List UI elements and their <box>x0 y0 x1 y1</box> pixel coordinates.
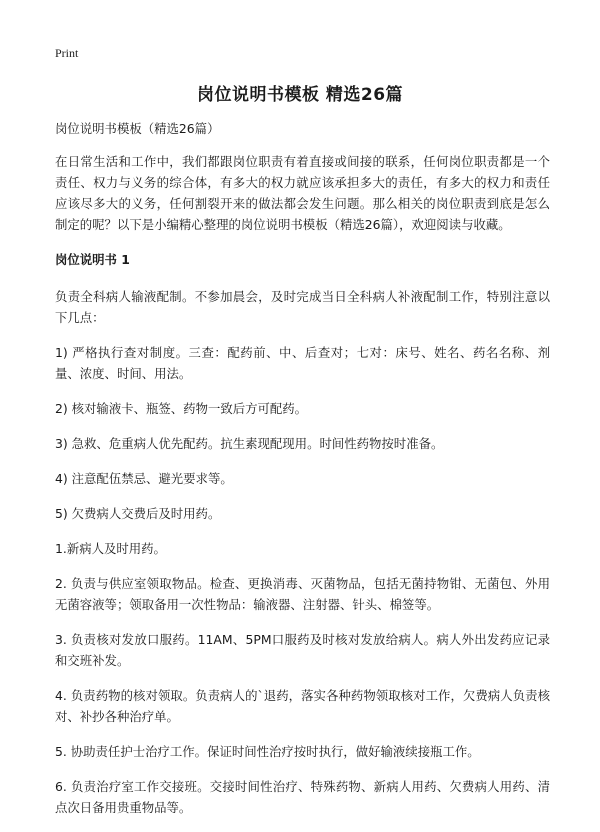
document-subtitle: 岗位说明书模板（精选26篇） <box>55 121 220 136</box>
body-paragraph: 2. 负责与供应室领取物品。检查、更换消毒、灭菌物品，包括无菌持物钳、无菌包、外用无菌容液等；领取备用一次性物品：输液器、注射器、针头、棉签等。 <box>55 576 550 612</box>
body-paragraph: 3. 负责核对发放口服药。11AM、5PM口服药及时核对发放给病人。病人外出发药应记录和交班补发。 <box>55 632 550 668</box>
body-paragraph: 3) 急救、危重病人优先配药。抗生素现配现用。时间性药物按时准备。 <box>55 436 444 451</box>
body-paragraph: 1) 严格执行查对制度。三查：配药前、中、后查对；七对：床号、姓名、药名名称、剂量、浓度、时间、用法。 <box>55 345 550 381</box>
document-body <box>55 118 550 832</box>
print-link[interactable]: Print <box>55 46 79 60</box>
body-paragraph: 4. 负责药物的核对领取。负责病人的`退药，落实各种药物领取核对工作，欠费病人负责核对、补抄各种治疗单。 <box>55 688 550 724</box>
body-paragraph: 5) 欠费病人交费后及时用药。 <box>55 506 221 521</box>
body-paragraph: 6. 负责治疗室工作交接班。交接时间性治疗、特殊药物、新病人用药、欠费病人用药、清点次日备用贵重物品等。 <box>55 779 550 815</box>
page-title: 岗位说明书模板 精选26篇 <box>196 85 404 105</box>
body-paragraph: 5. 协助责任护士治疗工作。保证时间性治疗按时执行，做好输液续接瓶工作。 <box>55 744 480 759</box>
body-paragraph: 2) 核对输液卡、瓶签、药物一致后方可配药。 <box>55 401 308 416</box>
section-heading: 岗位说明书 1 <box>55 252 130 267</box>
intro-paragraph: 在日常生活和工作中，我们都跟岗位职责有着直接或间接的联系，任何岗位职责都是一个责任、权力与义务的综合体，有多大的权力就应该承担多大的责任，有多大的权力和责任应该尽多大的义务，任何割裂开来的做法都会发生问题。那么相关的岗位职责到底是怎么制定的呢？以下是小编精心整理的岗位说明书模板（精选26篇），欢迎阅读与收藏。 <box>55 154 550 232</box>
body-paragraph: 4) 注意配伍禁忌、避光要求等。 <box>55 471 233 486</box>
body-paragraph: 1.新病人及时用药。 <box>55 541 166 556</box>
body-paragraph: 负责全科病人输液配制。不参加晨会，及时完成当日全科病人补液配制工作，特别注意以下几点： <box>55 289 550 325</box>
